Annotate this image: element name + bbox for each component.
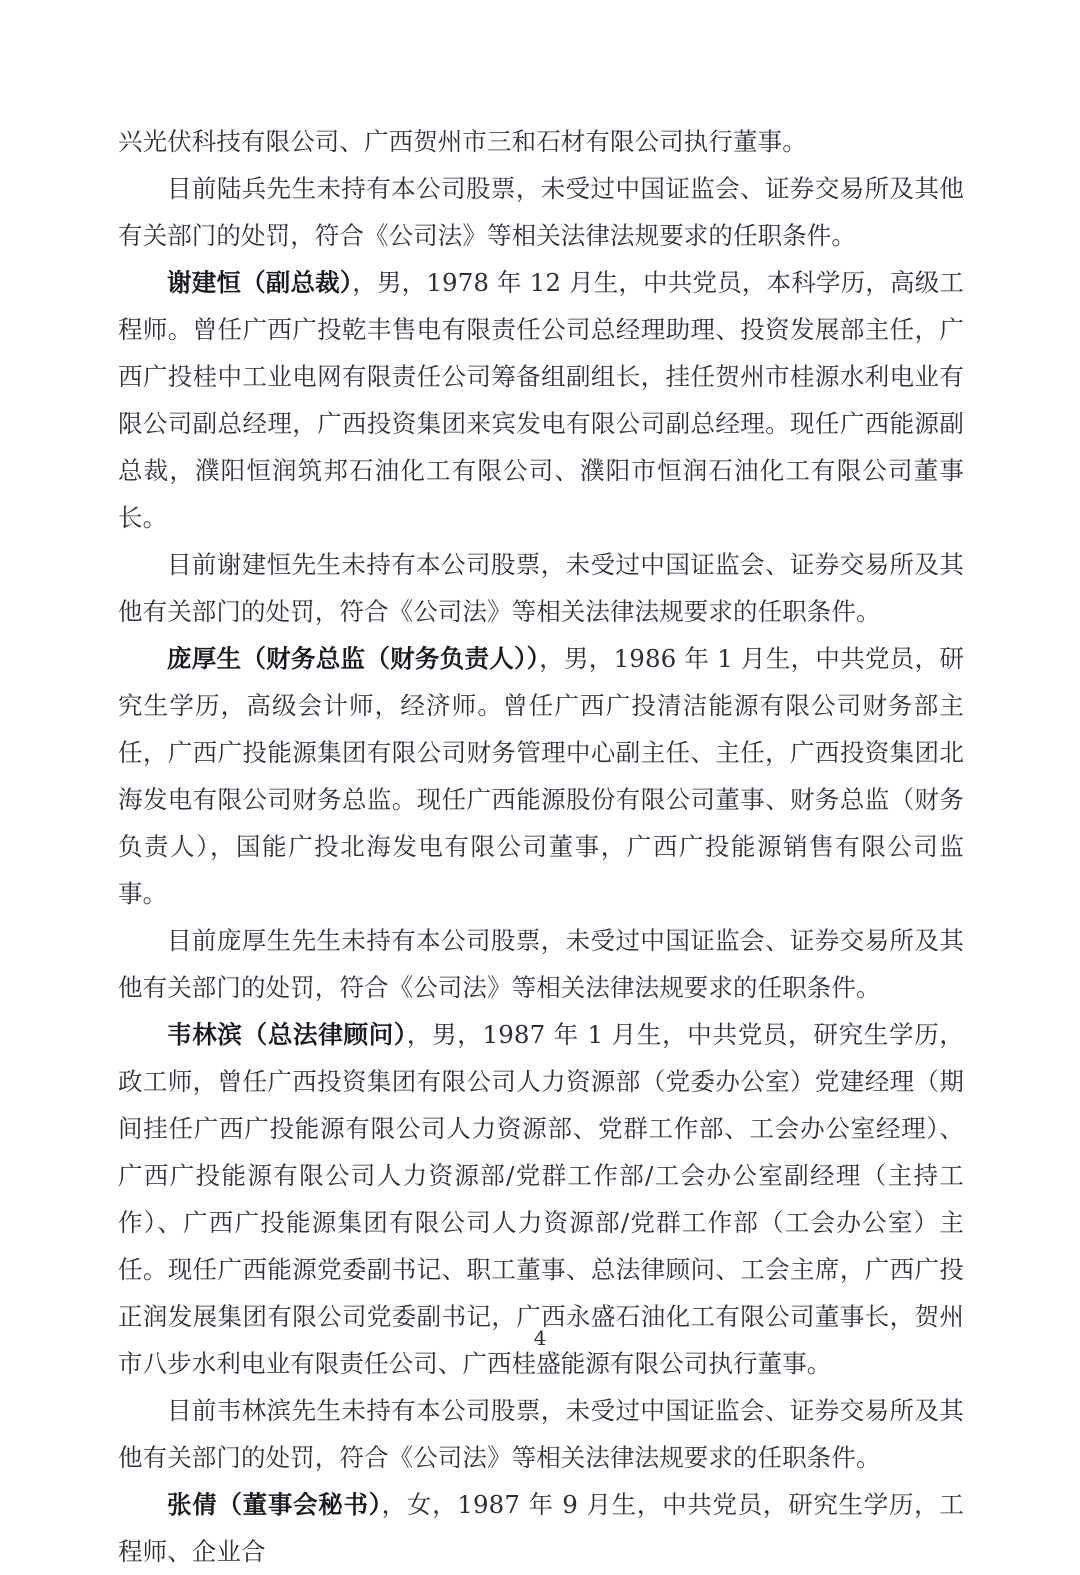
p-xie-jianheng-bio-text: ，男，1978 年 12 月生，中共党员，本科学历，高级工程师。曾任广西广投乾丰售电有限责任公司总经理助理、投资发展部主任，广西广投桂中工业电网有限责任公司筹备组副组长，挂任贺州市桂源水利电业有限公司副总经理，广西投资集团来宾发电有限公司副总经理。现任广西能源副总裁，濮阳恒润筑邦石油化工有限公司、濮阳市恒润石油化工有限公司董事长。 <box>118 268 964 532</box>
p-lu-bing-tail-text: 兴光伏科技有限公司、广西贺州市三和石材有限公司执行董事。 <box>118 127 807 156</box>
p-xie-jianheng-compliance <box>118 541 964 635</box>
p-wei-linbin-bio-text: ，男，1987 年 1 月生，中共党员，研究生学历，政工师，曾任广西投资集团有限公司人力资源部（党委办公室）党建经理（期间挂任广西广投能源有限公司人力资源部、党群工作部、工会办公室经理）、广西广投能源有限公司人力资源部/党群工作部/工会办公室副经理（主持工作）、广西广投能源集团有限公司人力资源部/党群工作部（工会办公室）主任。现任广西能源党委副书记、职工董事、总法律顾问、工会主席，广西广投正润发展集团有限公司党委副书记，广西永盛石油化工有限公司董事长，贺州市八步水利电业有限责任公司、广西桂盛能源有限公司执行董事。 <box>118 1020 965 1378</box>
p-xie-jianheng-compliance-text: 目前谢建恒先生未持有本公司股票，未受过中国证监会、证券交易所及其他有关部门的处罚，符合《公司法》等相关法律法规要求的任职条件。 <box>118 550 964 626</box>
p-xie-jianheng-bio-lead: 谢建恒（副总裁） <box>167 268 353 297</box>
p-pang-housheng-bio-text: ，男，1986 年 1 月生，中共党员，研究生学历，高级会计师，经济师。曾任广西广投清洁能源有限公司财务部主任，广西广投能源集团有限公司财务管理中心副主任、主任，广西投资集团北海发电有限公司财务总监。现任广西能源股份有限公司董事、财务总监（财务负责人），国能广投北海发电有限公司董事，广西广投能源销售有限公司监事。 <box>118 644 964 908</box>
p-xie-jianheng-bio <box>118 259 964 541</box>
p-pang-housheng-compliance <box>118 917 964 1011</box>
page-number: 4 <box>533 1326 547 1350</box>
p-pang-housheng-compliance-text: 目前庞厚生先生未持有本公司股票，未受过中国证监会、证券交易所及其他有关部门的处罚，符合《公司法》等相关法律法规要求的任职条件。 <box>118 926 964 1002</box>
p-pang-housheng-bio <box>118 635 964 917</box>
p-zhang-qian-bio-lead: 张倩（董事会秘书） <box>167 1490 382 1519</box>
document-body <box>118 118 964 1575</box>
p-pang-housheng-bio-lead: 庞厚生（财务总监（财务负责人）） <box>167 644 540 673</box>
p-zhang-qian-bio <box>118 1481 964 1575</box>
p-zhang-qian-bio-text: ，女，1987 年 9 月生，中共党员，研究生学历，工程师、企业合 <box>118 1490 964 1566</box>
p-wei-linbin-compliance-text: 目前韦林滨先生未持有本公司股票，未受过中国证监会、证券交易所及其他有关部门的处罚，符合《公司法》等相关法律法规要求的任职条件。 <box>118 1396 964 1472</box>
p-lu-bing-compliance <box>118 165 964 259</box>
p-lu-bing-compliance-text: 目前陆兵先生未持有本公司股票，未受过中国证监会、证券交易所及其他有关部门的处罚，符合《公司法》等相关法律法规要求的任职条件。 <box>118 174 964 250</box>
p-lu-bing-tail <box>118 118 964 165</box>
p-wei-linbin-compliance <box>118 1387 964 1481</box>
p-wei-linbin-bio-lead: 韦林滨（总法律顾问） <box>167 1020 407 1049</box>
